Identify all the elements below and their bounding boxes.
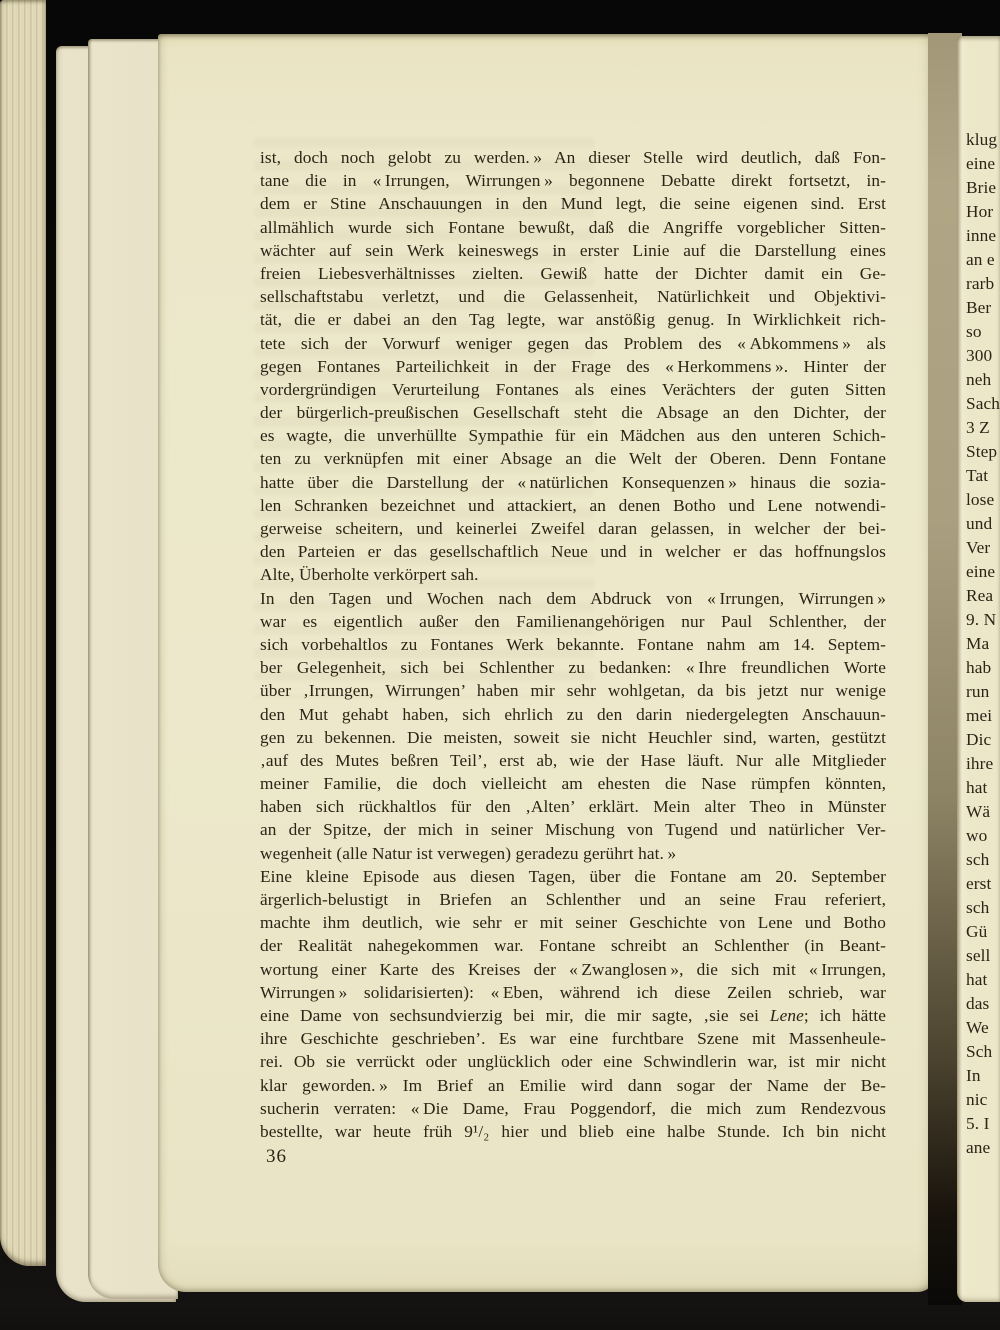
text-line: Ma xyxy=(966,634,990,653)
text-line: sell xyxy=(966,946,991,965)
text-line: ihre xyxy=(966,754,994,773)
text-line: vordergründigen Verurteilung Fontanes als eines Verächters der guten Sitten xyxy=(260,379,886,399)
text-line: ärgerlich-belustigt in Briefen an Schlenther und an seine Frau referiert, xyxy=(260,890,886,909)
text-line: rarb xyxy=(966,274,995,293)
text-line: hat xyxy=(966,778,988,797)
text-line: sch xyxy=(966,898,990,917)
text-line: run xyxy=(966,682,990,701)
text-line: wo xyxy=(966,826,988,845)
text-line: tät, die er dabei an den Tag legte, war anstößig genug. In Wirklichkeit rich- xyxy=(260,310,886,330)
text-line: eine Dame von sechsundvierzig bei mir, die mir sagte, ‚sie sei Lene; ich hätte xyxy=(260,1005,886,1025)
text-line: es wagte, die unverhüllte Sympathie für ein Mädchen aus den unteren Schich- xyxy=(260,426,886,446)
text-line: Ber xyxy=(966,298,992,317)
text-line: war es eigentlich außer den Familienangehörigen nur Paul Schlenther, der xyxy=(260,611,886,631)
text-line: der Realität nahegekommen war. Fontane schreibt an Schlenther (in Beant- xyxy=(260,936,886,956)
text-line: len Schranken bezeichnet und attackiert, an denen Botho und Lene notwendi- xyxy=(260,495,886,515)
text-line: nic xyxy=(966,1090,988,1109)
text-line: gegen Fontanes Parteilichkeit in der Frage des « Herkommens ». Hinter der xyxy=(260,356,886,376)
text-line: allmählich wurde sich Fontane bewußt, daß die Angriffe vorgeblicher Sitten- xyxy=(260,217,886,237)
text-line: eine xyxy=(966,562,996,581)
text-line: hab xyxy=(966,658,992,677)
text-line: Rea xyxy=(966,586,994,605)
text-line: Dic xyxy=(966,730,992,749)
text-line: Hor xyxy=(966,202,994,221)
text-line: tete sich der Vorwurf weniger gegen das Problem des « Abkommens » als xyxy=(260,333,886,353)
text-line: gerweise scheitern, und keinerlei Zweifel daran gelassen, in welcher der bei- xyxy=(260,519,886,538)
page-number: 36 xyxy=(266,1146,287,1167)
text-line: Gü xyxy=(966,922,988,941)
fragment-text-block xyxy=(966,128,1000,1160)
text-line: der bürgerlich-preußischen Gesellschaft steht die Absage an den Dichter, der xyxy=(260,403,886,423)
text-line: haben sich rückhaltlos für den ‚Alten’ erklärt. Mein alter Theo in Münster xyxy=(260,797,886,817)
text-line: wortung einer Karte des Kreises der « Zwanglosen », die sich mit « Irrungen, xyxy=(260,959,886,979)
text-line: ten zu verknüpfen mit einer Absage an die Welt der Oberen. Denn Fontane xyxy=(260,449,886,469)
text-line: klug xyxy=(966,130,998,149)
text-line: sellschaftstabu verletzt, und die Gelassenheit, Natürlichkeit und Objektivi- xyxy=(260,287,886,307)
text-line: In xyxy=(966,1066,981,1085)
text-line: das xyxy=(966,994,990,1013)
text-line: wächter auf sein Werk keineswegs in erster Linie auf die Darstellung eines xyxy=(260,240,886,260)
text-line: gen zu bekennen. Die meisten, soweit sie nicht Heuchler sind, warten, gestützt xyxy=(260,727,886,747)
text-line: Ver xyxy=(966,538,991,557)
text-line: Sach xyxy=(966,394,1000,413)
text-line: hat xyxy=(966,970,988,989)
text-line: hatte über die Darstellung der « natürlichen Konsequenzen » hinaus die sozia- xyxy=(260,472,886,492)
text-line: so xyxy=(966,322,982,341)
text-line: Step xyxy=(966,442,998,461)
text-line: bestellte, war heute früh 9¹/₂ hier und blieb eine halbe Stunde. Ich bin nicht xyxy=(260,1121,886,1141)
text-line: den Parteien er das gesellschaftlich Neue und in welcher er das hoffnungslos xyxy=(260,542,886,562)
text-line: ihre Geschichte geschrieben’. Es war eine furchtbare Szene mit Massenheule- xyxy=(260,1029,886,1049)
text-line: neh xyxy=(966,370,992,389)
text-line: ber Gelegenheit, sich bei Schlenther zu bedanken: « Ihre freundlichen Worte xyxy=(260,658,886,678)
text-line: und xyxy=(966,514,993,533)
text-line: meiner Familie, die doch vielleicht am ehesten die Nase rümpfen könnten, xyxy=(260,774,886,794)
text-line: klar geworden. » Im Brief an Emilie wird dann sogar der Name der Be- xyxy=(260,1075,886,1095)
page-stack-fanned-edges xyxy=(0,0,46,1266)
text-line: freien Liebesverhältnisses zielten. Gewiß hatte der Dichter damit ein Ge- xyxy=(260,263,886,283)
text-line: rei. Ob sie verrückt oder unglücklich oder eine Schwindlerin war, ist mir nicht xyxy=(260,1052,886,1072)
text-line: In den Tagen und Wochen nach dem Abdruck von « Irrungen, Wirrungen » xyxy=(260,588,886,608)
text-line: Alte, Überholte verkörpert sah. xyxy=(260,565,479,585)
text-line: mei xyxy=(966,706,993,725)
text-line: wegenheit (alle Natur ist verwegen) geradezu gerührt hat. » xyxy=(260,843,677,863)
text-line: tane die in « Irrungen, Wirrungen » begonnene Debatte direkt fortsetzt, in- xyxy=(260,171,886,191)
text-line: ane xyxy=(966,1138,991,1157)
text-line: sch xyxy=(966,850,990,869)
text-line: ist, doch noch gelobt zu werden. » An dieser Stelle wird deutlich, daß Fon- xyxy=(260,148,886,167)
text-line: lose xyxy=(966,490,995,509)
text-line: 300 xyxy=(966,346,993,365)
text-line: ‚auf des Mutes beßren Teil’, erst ab, wie der Hase läuft. Nur alle Mitglieder xyxy=(260,750,886,770)
book-page-left xyxy=(158,34,934,1292)
text-line: den Mut gehabt haben, sich ehrlich zu den darin niedergelegten Anschauun- xyxy=(260,704,886,724)
text-line: 3 Z xyxy=(966,418,990,437)
text-line: Wä xyxy=(966,802,991,821)
text-line: Sch xyxy=(966,1042,993,1061)
text-line: Tat xyxy=(966,466,989,485)
text-line: sich vorbehaltlos zu Fontanes Werk bekannte. Fontane nahm am 14. Septem- xyxy=(260,634,886,654)
text-line: inne xyxy=(966,226,997,245)
text-line: We xyxy=(966,1018,989,1037)
text-line: 5. I xyxy=(966,1114,990,1133)
text-line: dem er Stine Anschauungen in den Mund legt, die seine eigenen sind. Erst xyxy=(260,194,886,214)
text-line: an der Spitze, der mich in seiner Mischung von Tugend und natürlicher Ver- xyxy=(260,820,886,840)
text-line: Wirrungen » solidarisierten): « Eben, während ich diese Zeilen schrieb, war xyxy=(260,982,886,1002)
text-line: eine xyxy=(966,154,996,173)
text-line: machte ihm deutlich, wie sehr er mit seiner Geschichte von Lene und Botho xyxy=(260,913,886,933)
page-text-block xyxy=(260,146,886,1143)
text-line: Eine kleine Episode aus diesen Tagen, über die Fontane am 20. September xyxy=(260,866,886,886)
text-line: 9. N xyxy=(966,610,997,629)
text-line: Brie xyxy=(966,178,997,197)
text-line: über ‚Irrungen, Wirrungen’ haben mir sehr wohlgetan, da bis jetzt nur wenige xyxy=(260,681,886,701)
book-page-right-fragment xyxy=(957,36,1000,1302)
text-line: an e xyxy=(966,250,995,269)
text-line: sucherin verraten: « Die Dame, Frau Poggendorf, die mich zum Rendezvous xyxy=(260,1098,886,1118)
text-line: erst xyxy=(966,874,992,893)
